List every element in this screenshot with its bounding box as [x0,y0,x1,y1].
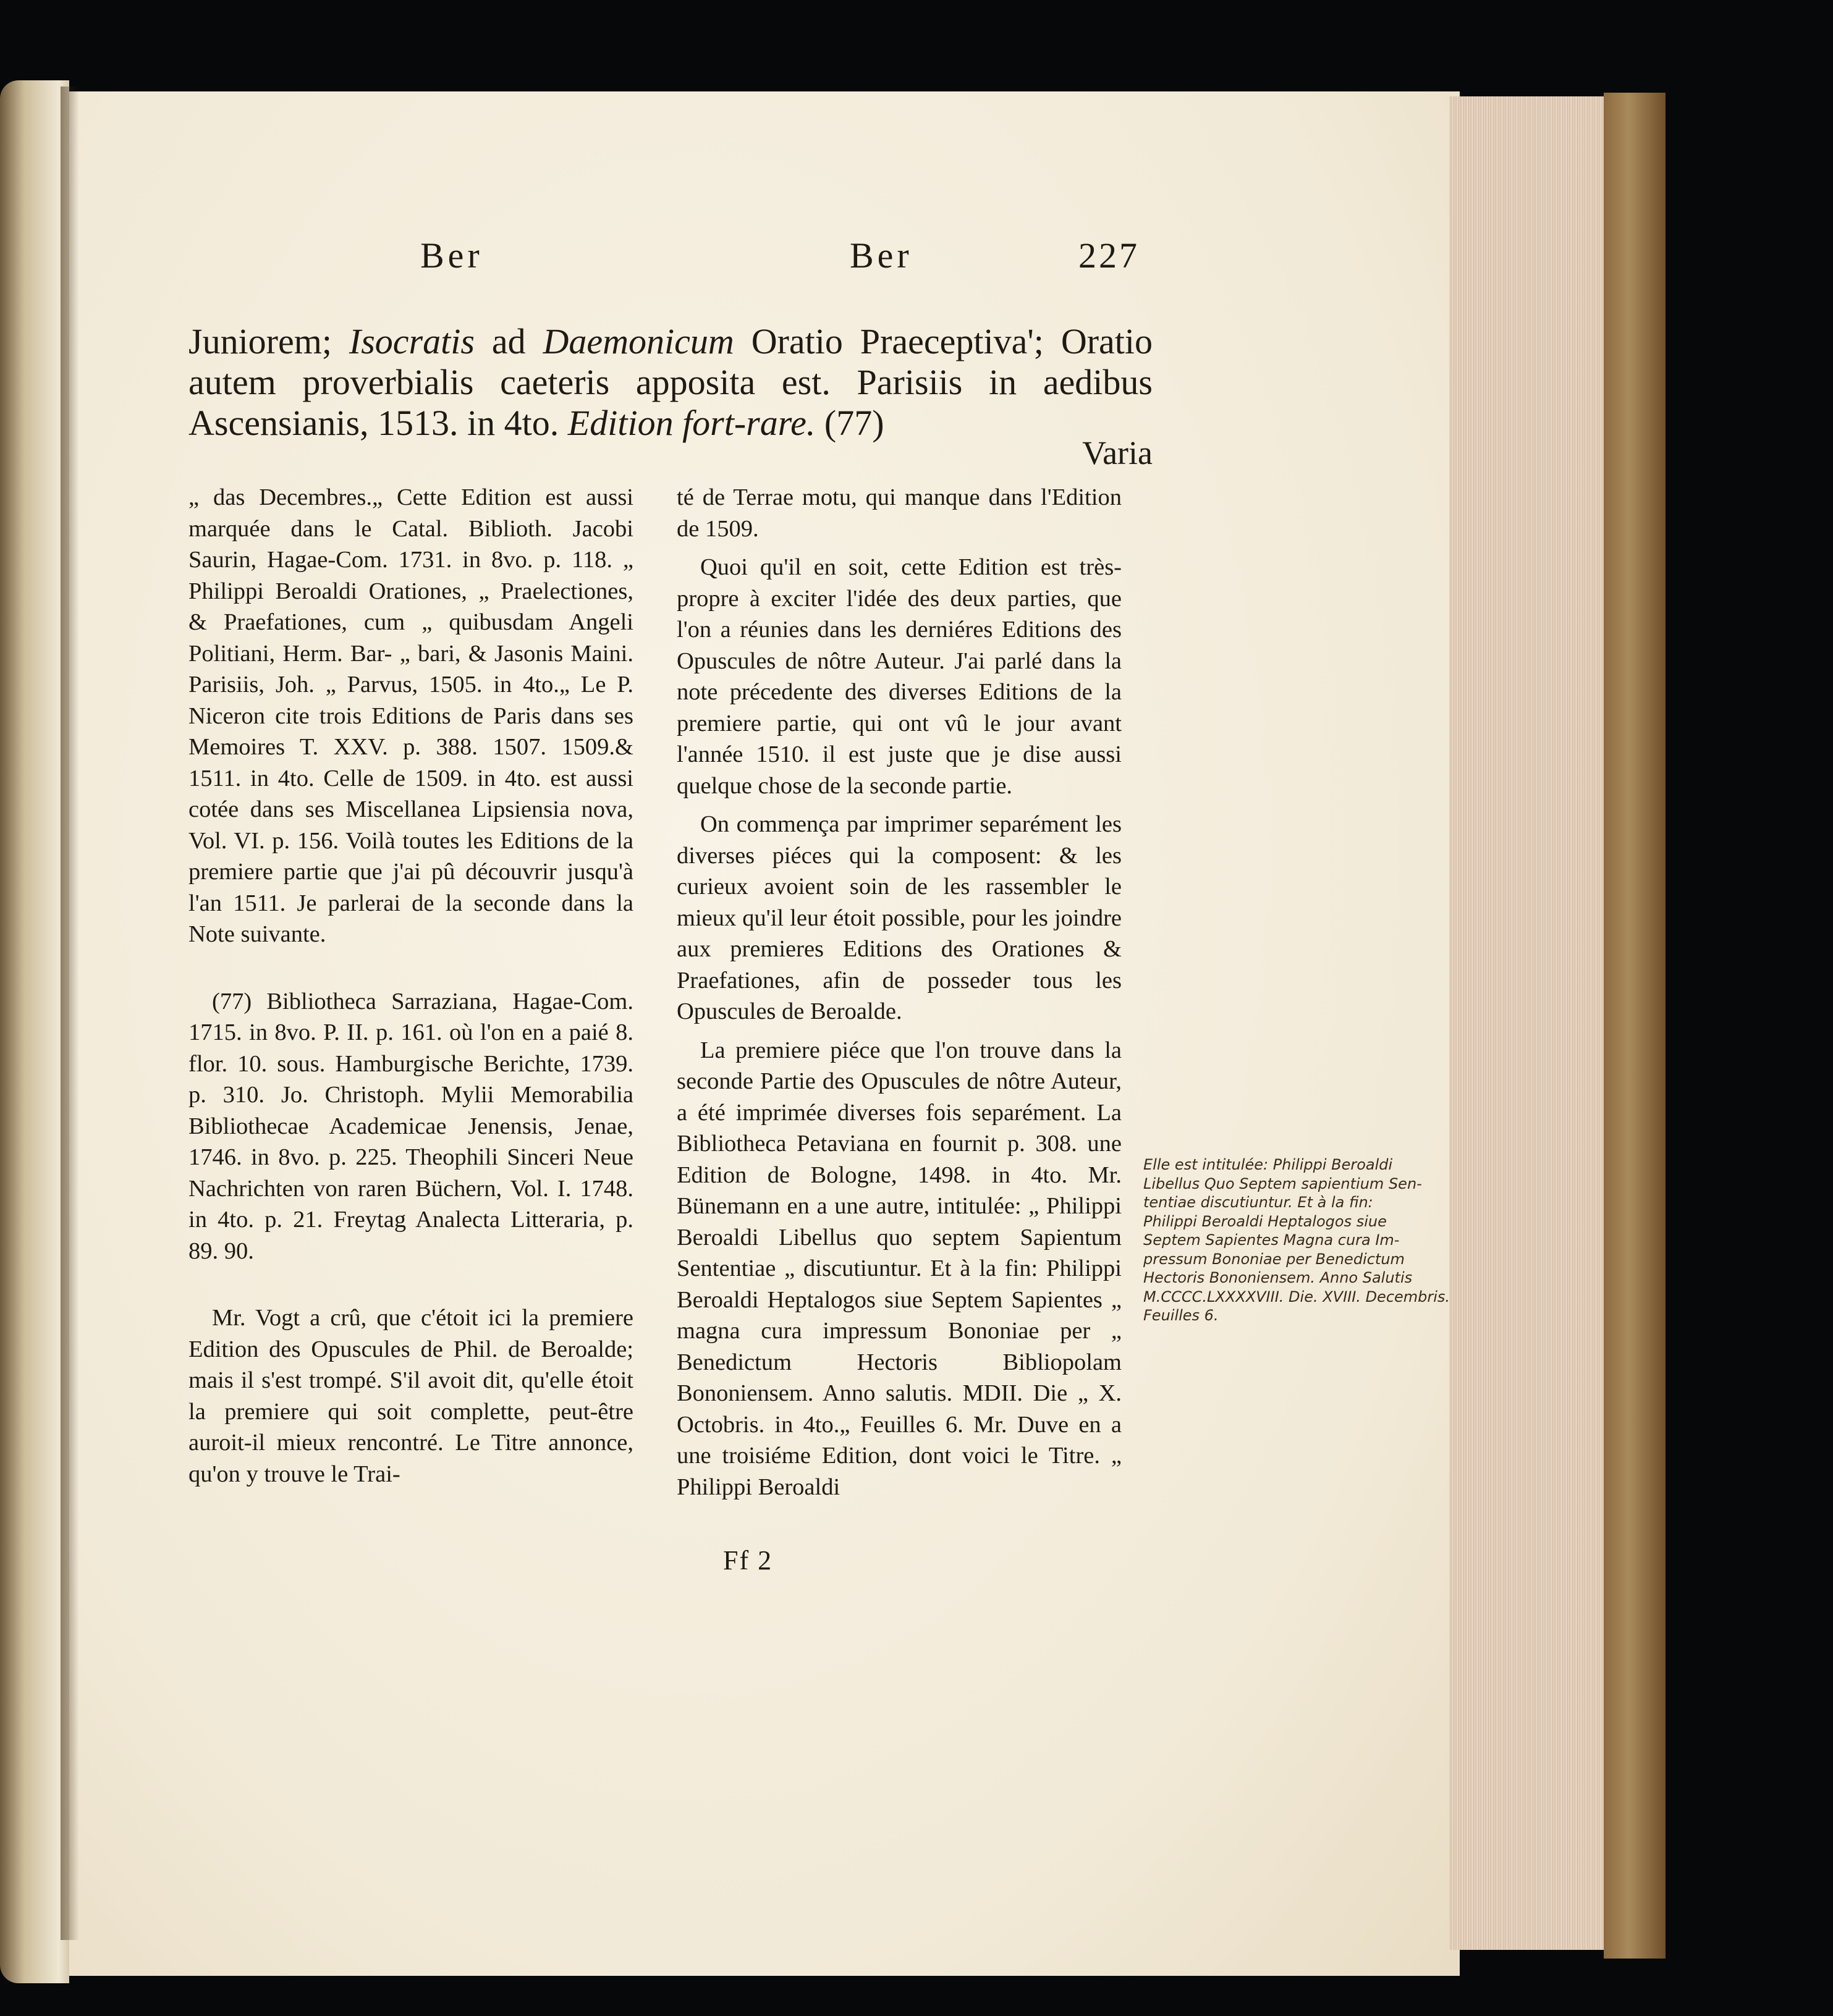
lead-italic-3: Edition fort-rare. [567,403,816,443]
book-cover-edge [1604,93,1666,1959]
left-column [188,482,633,1490]
facing-page-edge [0,80,69,1983]
lead-italic-1: Isocratis [349,321,475,361]
note-line: pressum Bononiae per Benedictum [1143,1250,1405,1268]
note-line: Elle est intitulée: Philippi Beroaldi [1143,1156,1393,1173]
catchword: Varia [1082,434,1153,471]
lead-text-2: ad [474,321,543,361]
note-line: Hectoris Bononiensem. Anno Salutis [1143,1269,1413,1286]
running-head-center: Ber [850,235,913,276]
running-head-left: Ber [420,235,483,276]
signature-mark: Ff 2 [723,1545,773,1575]
note-line: Philippi Beroaldi Heptalogos siue [1143,1212,1387,1230]
left-paragraph-2: (77) Bibliotheca Sarraziana, Hagae-Com. 1715. in 8vo. P. II. p. 161. où l'on en a paié 8. flor. 10. sous. Hamburgische Berichte, 1739. p. 310. Jo. Christoph. Mylii Memorabilia Bibliothecae Academicae Jenensis, Jenae, 1746. in 8vo. p. 225. Theophili Sinceri Neue Nachrichten von raren Büchern, Vol. I. 1748. in 4to. p. 21. Freytag Analecta Litteraria, p. 89. 90. [188,988,633,1264]
page-block-edge [1449,96,1610,1950]
note-line: M.CCCC.LXXXXVIII. Die. XVIII. Decembris. [1143,1288,1450,1305]
lead-text-1: Juniorem; [188,321,349,361]
note-line: Feuilles 6. [1143,1307,1219,1324]
left-paragraph-3: Mr. Vogt a crû, que c'étoit ici la premiere Edition des Opuscules de Phil. de Beroalde; mais il s'est trompé. S'il avoit dit, qu'elle étoit la premiere qui soit complette, peut-être auroit-il mieux rencontré. Le Titre annonce, qu'on y trouve le Trai- [188,1305,633,1487]
lead-italic-2: Daemonicum [543,321,734,361]
left-paragraph-1: „ das Decembres.„ Cette Edition est aussi marquée dans le Catal. Biblioth. Jacobi Saurin, Hagae-Com. 1731. in 8vo. p. 118. „ Philippi Beroaldi Orationes, „ Praelectiones, & Praefationes, cum „ quibusdam Angeli Politiani, Herm. Bar- „ bari, & Jasonis Maini. Parisiis, Joh. „ Parvus, 1505. in 4to.„ Le P. Niceron cite trois Editions de Paris dans ses Memoires T. XXV. p. 388. 1507. 1509.& 1511. in 4to. Celle de 1509. in 4to. est aussi cotée dans ses Miscellanea Lipsiensia nova, Vol. VI. p. 156. Voilà toutes les Editions de la premiere partie que j'ai pû découvrir jusqu'à l'an 1511. Je parlerai de la seconde dans la Note suivante. [188,484,633,947]
page-number: 227 [1078,235,1140,276]
note-line: Septem Sapientes Magna cura Im- [1143,1231,1400,1249]
lead-text-4: (77) [815,403,884,443]
note-line: tentiae discutiuntur. Et à la fin: [1143,1194,1373,1211]
handwritten-margin-note [1143,1155,1452,1325]
right-paragraph-2: Quoi qu'il en soit, cette Edition est très-propre à exciter l'idée des deux parties, que l'on a réunies dans les derniéres Editions des Opuscules de nôtre Auteur. J'ai parlé dans la note précedente des diverses Editions de la premiere partie, qui ont vû le jour avant l'année 1510. il est juste que je dise aussi quelque chose de la seconde partie. [677,554,1122,799]
note-line: Libellus Quo Septem sapientium Sen- [1143,1175,1422,1192]
lead-paragraph [188,321,1153,444]
right-paragraph-4: La premiere piéce que l'on trouve dans la seconde Partie des Opuscules de nôtre Auteur, a été imprimée diverses fois separément. La Bibliotheca Petaviana en fournit p. 308. une Edition de Bologne, 1498. in 4to. Mr. Bünemann en a une autre, intitulée: „ Philippi Beroaldi Libellus quo septem Sapientum Sententiae „ discutiuntur. Et à la fin: Philippi Beroaldi Heptalogos siue Septem Sapientes „ magna cura impressum Bononiae per „ Benedictum Hectoris Bibliopolam Bononiensem. Anno salutis. MDII. Die „ X. Octobris. in 4to.„ Feuilles 6. Mr. Duve en a une troisiéme Edition, dont voici le Titre. „ Philippi Beroaldi [677,1037,1122,1500]
spine-shadow [61,86,79,1940]
right-paragraph-3: On commença par imprimer separément les diverses piéces qui la composent: & les curieux avoient soin de les rassembler le mieux qu'il leur étoit possible, pour les joindre aux premieres Editions des Orationes & Praefationes, afin de posseder tous les Opuscules de Beroalde. [677,811,1122,1024]
lead-text-3: Oratio Praeceptiva'; Oratio autem proverbialis caeteris apposita est. Parisiis in aedibus Ascensianis, 1513. in 4to. [188,321,1153,443]
right-paragraph-1: té de Terrae motu, qui manque dans l'Edition de 1509. [677,484,1122,542]
right-column [677,482,1122,1503]
